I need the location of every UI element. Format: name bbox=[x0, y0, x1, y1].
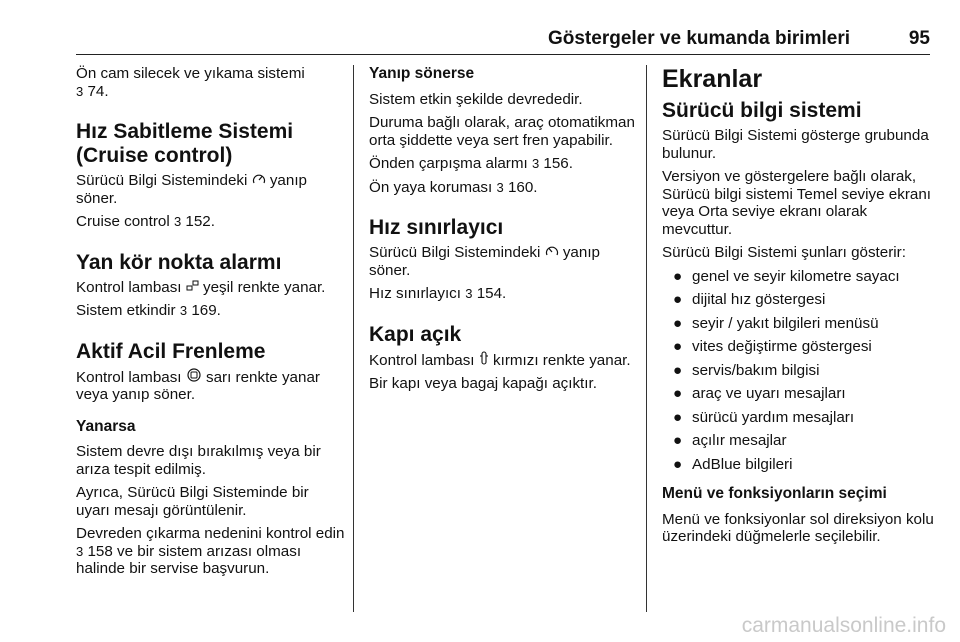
reference-arrow-icon: 3 bbox=[76, 83, 84, 99]
paragraph: Hız sınırlayıcı 3 154. bbox=[369, 285, 507, 302]
column-middle bbox=[369, 65, 637, 399]
paragraph: Sistem etkin şekilde devrededir. bbox=[369, 90, 583, 108]
list-item: ● dijital hız göstergesi bbox=[673, 291, 826, 308]
paragraph: Kontrol lambası yeşil renkte yanar. bbox=[76, 278, 326, 296]
paragraph: Önden çarpışma alarmı 3 156. bbox=[369, 155, 573, 172]
bullet-icon: ● bbox=[673, 385, 683, 402]
paragraph: Sistem etkindir 3 169. bbox=[76, 302, 221, 319]
reference-arrow-icon: 3 bbox=[465, 286, 473, 301]
bullet-icon: ● bbox=[673, 408, 683, 426]
reference-arrow-icon: 3 bbox=[179, 303, 188, 318]
reference-arrow-icon: 3 bbox=[173, 214, 182, 229]
page-reference: 156. bbox=[543, 155, 573, 172]
header-title: Göstergeler ve kumanda birimleri bbox=[547, 28, 850, 49]
page-number: 95 bbox=[908, 28, 930, 49]
paragraph: Sürücü Bilgi Sistemi şunları gösterir: bbox=[662, 244, 906, 261]
reference-arrow-icon: 3 bbox=[76, 543, 84, 559]
paragraph: Ayrıca, Sürücü Bilgi Sisteminde bir uyarı mesajı görüntülenir. bbox=[76, 484, 309, 519]
page-reference: 154. bbox=[476, 285, 507, 302]
paragraph: Menü ve fonksiyonlar sol direksiyon kolu üzerindeki düğmelerle seçilebilir. bbox=[662, 510, 934, 545]
bullet-icon: ● bbox=[673, 361, 683, 379]
paragraph: Sürücü Bilgi Sistemindeki yanıp söner. bbox=[369, 244, 600, 279]
paragraph: Bir kapı veya bagaj kapağı açıktır. bbox=[369, 375, 597, 392]
paragraph: Versiyon ve göstergelere bağlı olarak, Sürücü bilgi sistemi Temel seviye ekranı veya Orta seviye ekranı olarak mevcuttur. bbox=[662, 168, 931, 238]
bullet-icon: ● bbox=[673, 338, 683, 355]
blind-spot-icon bbox=[186, 280, 199, 292]
reference-arrow-icon: 3 bbox=[531, 156, 540, 171]
paragraph: Sürücü Bilgi Sistemi gösterge grubunda bulunur. bbox=[662, 127, 929, 162]
page-header bbox=[76, 28, 930, 55]
page-reference: 152. bbox=[185, 213, 215, 230]
bullet-icon: ● bbox=[673, 314, 683, 332]
section-heading: Sürücü bilgi sistemi bbox=[662, 99, 862, 122]
paragraph: Cruise control 3 152. bbox=[76, 213, 215, 230]
paragraph: Sistem devre dışı bırakılmış veya bir arıza tespit edilmiş. bbox=[76, 443, 321, 478]
paragraph: Sürücü Bilgi Sistemindeki yanıp söner. bbox=[76, 172, 307, 207]
section-heading: Hız sınırlayıcı bbox=[369, 216, 504, 239]
list-item: ● sürücü yardım mesajları bbox=[673, 408, 855, 426]
subheading: Yanıp sönerse bbox=[369, 65, 475, 82]
column-divider-1 bbox=[353, 65, 354, 612]
list-item: ● AdBlue bilgileri bbox=[673, 455, 793, 473]
list-item: ● seyir / yakıt bilgileri menüsü bbox=[673, 314, 879, 332]
column-divider-2 bbox=[646, 65, 647, 612]
page-reference: 158 bbox=[87, 542, 113, 560]
page-reference: 74. bbox=[87, 82, 109, 100]
list-item: ● açılır mesajlar bbox=[673, 432, 787, 449]
speed-limiter-icon bbox=[545, 245, 559, 257]
list-item: ● araç ve uyarı mesajları bbox=[673, 385, 846, 402]
list-item: ● servis/bakım bilgisi bbox=[673, 361, 820, 379]
section-heading: Yan kör nokta alarmı bbox=[76, 250, 282, 274]
section-heading: Aktif Acil Frenleme bbox=[76, 339, 266, 363]
section-heading: Kapı açık bbox=[369, 322, 462, 346]
list-item: ● genel ve seyir kilometre sayacı bbox=[673, 267, 900, 285]
subheading: Yanarsa bbox=[76, 417, 136, 435]
emergency-braking-icon bbox=[186, 368, 202, 382]
paragraph: Ön yaya koruması 3 160. bbox=[369, 178, 538, 196]
watermark: carmanualsonline.info bbox=[741, 614, 946, 637]
bullet-icon: ● bbox=[673, 267, 683, 285]
subheading: Menü ve fonksiyonların seçimi bbox=[662, 485, 887, 502]
bullet-icon: ● bbox=[673, 432, 683, 449]
door-open-icon bbox=[479, 351, 489, 365]
page-reference: 169. bbox=[191, 302, 221, 319]
paragraph: Kontrol lambası kırmızı renkte yanar. bbox=[369, 351, 631, 369]
feature-list bbox=[662, 268, 938, 474]
chapter-heading: Ekranlar bbox=[662, 65, 763, 93]
paragraph: Devreden çıkarma nedenini kontrol edin 3 158 ve bir sistem arızası olması halinde bir servise başvurun. bbox=[76, 525, 345, 577]
bullet-icon: ● bbox=[673, 455, 683, 473]
paragraph: Kontrol lambası sarı renkte yanar veya yanıp söner. bbox=[76, 368, 320, 403]
list-item: ● vites değiştirme göstergesi bbox=[673, 338, 872, 355]
reference-arrow-icon: 3 bbox=[496, 179, 504, 195]
page-reference: 160. bbox=[507, 178, 538, 196]
paragraph: Duruma bağlı olarak, araç otomatikman orta şiddette veya sert fren yapabilir. bbox=[369, 114, 635, 149]
paragraph: Ön cam silecek ve yıkama sistemi 3 74. bbox=[76, 65, 305, 100]
bullet-icon: ● bbox=[673, 291, 683, 308]
section-heading: Hız Sabitleme Sistemi (Cruise control) bbox=[76, 120, 294, 167]
column-right bbox=[662, 65, 938, 552]
column-left bbox=[76, 65, 346, 584]
cruise-control-icon bbox=[252, 173, 266, 185]
